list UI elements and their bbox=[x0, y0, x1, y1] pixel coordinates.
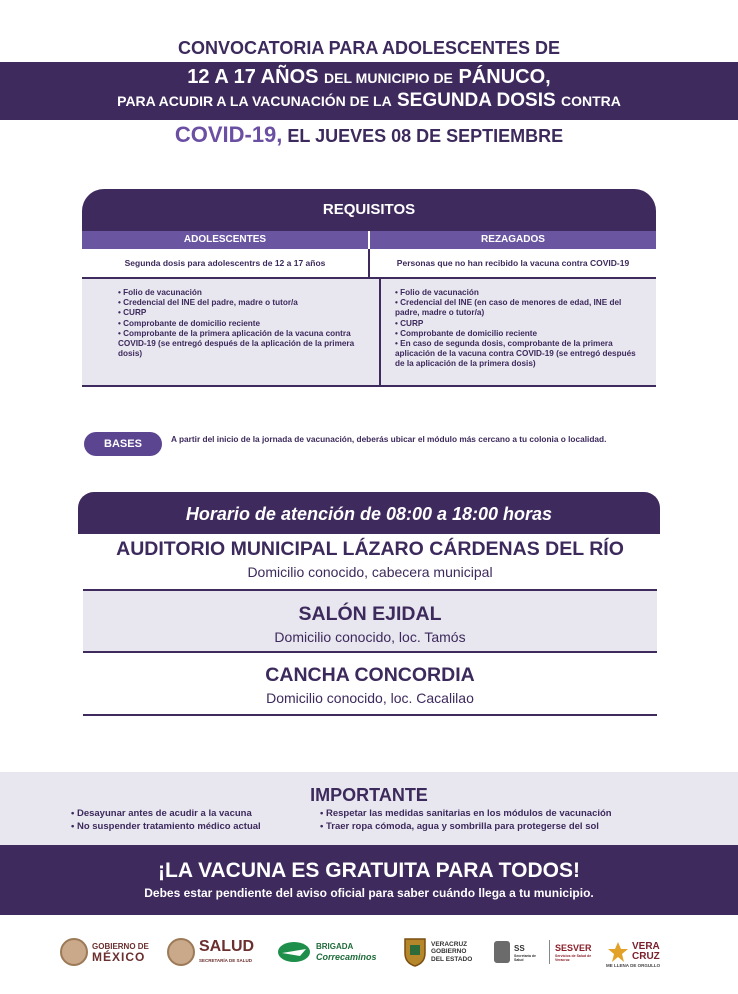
horario-title: Horario de atención de 08:00 a 18:00 horas bbox=[78, 492, 660, 534]
brigada-text bbox=[316, 941, 377, 963]
salud-sub: SECRETARÍA DE SALUD bbox=[199, 957, 253, 963]
ss-sub: Secretaría de Salud bbox=[514, 953, 536, 962]
event-date: EL JUEVES 08 DE SEPTIEMBRE bbox=[287, 126, 564, 146]
roadrunner-icon bbox=[276, 939, 312, 965]
gratuita-subtitle: Debes estar pendiente del aviso oficial para saber cuándo llega a tu municipio. bbox=[144, 886, 594, 900]
veracruz-star-icon bbox=[607, 941, 629, 963]
venue-name: SALÓN EJIDAL bbox=[298, 603, 442, 625]
vacunacion-label: PARA ACUDIR A LA VACUNACIÓN DE LA bbox=[117, 93, 392, 109]
venue-address: Domicilio conocido, cabecera municipal bbox=[247, 564, 493, 580]
importante-lists bbox=[0, 807, 738, 833]
veracruz-line1: VERACRUZ bbox=[431, 940, 468, 948]
brigada-line2: Correcaminos bbox=[316, 952, 377, 962]
list-item: • Traer ropa cómoda, agua y sombrilla para protegerse del sol bbox=[320, 820, 612, 833]
vera-line1: VERA bbox=[632, 941, 660, 952]
municipio-name: PÁNUCO, bbox=[458, 66, 551, 88]
venue-address: Domicilio conocido, loc. Tamós bbox=[274, 629, 466, 645]
eagle-emblem-icon bbox=[60, 938, 88, 966]
logo-veracruz-gobierno bbox=[403, 932, 472, 972]
list-adolescentes bbox=[82, 279, 381, 385]
list-item: • CURP bbox=[395, 318, 424, 328]
gobierno-line2: MÉXICO bbox=[92, 950, 146, 964]
vera-line2: CRUZ bbox=[632, 951, 660, 962]
veracruz-shield-icon bbox=[403, 937, 427, 967]
sesver-sub: Servicios de Salud de Veracruz bbox=[555, 953, 592, 962]
brigada-line1: BRIGADA bbox=[316, 942, 354, 951]
importante-left bbox=[71, 807, 320, 833]
vera-text bbox=[632, 942, 660, 962]
municipio-label: DEL MUNICIPIO DE bbox=[324, 70, 453, 86]
list-item: • No suspender tratamiento médico actual bbox=[71, 820, 320, 833]
logos-footer bbox=[0, 932, 738, 977]
veracruz-line2: GOBIERNO bbox=[431, 948, 467, 956]
requisitos-items-row bbox=[82, 279, 656, 387]
importante-section bbox=[0, 772, 738, 845]
venue-address: Domicilio conocido, loc. Cacalilao bbox=[266, 690, 474, 706]
bases-badge: BASES bbox=[84, 432, 162, 456]
sesver-text bbox=[555, 943, 597, 962]
list-item: • Desayunar antes de acudir a la vacuna bbox=[71, 807, 320, 820]
list-item: • Folio de vacunación bbox=[118, 288, 202, 297]
list-rezagados bbox=[381, 279, 656, 385]
gobierno-text bbox=[92, 941, 149, 963]
sesver-label: SESVER bbox=[555, 942, 592, 953]
logo-brigada bbox=[276, 932, 377, 972]
importante-title: IMPORTANTE bbox=[310, 785, 428, 805]
importante-right bbox=[320, 807, 612, 833]
covid-label: COVID-19, bbox=[174, 122, 283, 147]
venue-2 bbox=[83, 591, 657, 653]
bases-text: A partir del inicio de la jornada de vacunación, deberás ubicar el módulo más cercano a tu colonia o localidad. bbox=[171, 434, 607, 444]
vera-sub: ME LLENA DE ORGULLO bbox=[606, 963, 661, 968]
salud-label: SALUD bbox=[199, 937, 255, 955]
col-rezagados: REZAGADOS bbox=[481, 234, 545, 245]
segunda-dosis: SEGUNDA DOSIS bbox=[396, 90, 556, 111]
veracruz-line3: DEL ESTADO bbox=[431, 955, 473, 963]
list-item: • Credencial del INE del padre, madre o tutor/a bbox=[118, 298, 298, 308]
veracruz-text bbox=[431, 941, 472, 964]
gratuita-banner bbox=[0, 845, 738, 915]
venue-name: AUDITORIO MUNICIPAL LÁZARO CÁRDENAS DEL RÍO bbox=[116, 538, 624, 560]
requisitos-desc-row bbox=[82, 249, 656, 279]
requisitos-col-headers bbox=[82, 231, 656, 249]
divider bbox=[549, 940, 550, 964]
contra-label: CONTRA bbox=[560, 93, 621, 109]
list-item: • Comprobante de domicilio reciente bbox=[395, 328, 538, 338]
ss-label: SS bbox=[514, 943, 525, 953]
list-item: • CURP bbox=[118, 308, 147, 318]
header-line3 bbox=[0, 90, 738, 112]
list-item: • Folio de vacunación bbox=[395, 288, 479, 297]
gobierno-line1: GOBIERNO DE bbox=[92, 942, 149, 951]
list-item: • Respetar las medidas sanitarias en los módulos de vacunación bbox=[320, 807, 612, 820]
list-item: • Comprobante de la primera aplicación de la vacuna contra COVID-19 (se entregó después de la aplicación de la primera dosis) bbox=[118, 328, 355, 359]
list-item: • En caso de segunda dosis, comprobante de la primera aplicación de la vacuna contra COVID-19 (se entregó después de la aplicación de la primera dosis) bbox=[395, 339, 636, 369]
logo-gobierno-mexico bbox=[60, 932, 149, 972]
ss-emblem-icon bbox=[493, 940, 511, 964]
desc-adolescentes: Segunda dosis para adolescentrs de 12 a 17 años bbox=[82, 249, 370, 277]
desc-rezagados: Personas que no han recibido la vacuna contra COVID-19 bbox=[396, 258, 630, 268]
gratuita-title: ¡LA VACUNA ES GRATUITA PARA TODOS! bbox=[158, 859, 580, 882]
ss-text bbox=[514, 943, 544, 962]
list-item: • Credencial del INE (en caso de menores de edad, INE del padre, madre o tutor/a) bbox=[395, 298, 622, 318]
logo-salud bbox=[167, 932, 254, 972]
logo-ss-sesver bbox=[493, 932, 597, 972]
age-range: 12 A 17 AÑOS bbox=[187, 66, 319, 88]
list-item: • Comprobante de domicilio reciente bbox=[118, 318, 261, 328]
salud-text bbox=[199, 939, 254, 966]
col-adolescentes: ADOLESCENTES bbox=[82, 231, 370, 249]
requisitos-title: REQUISITOS bbox=[82, 189, 656, 231]
requisitos-table bbox=[82, 189, 656, 387]
venue-3 bbox=[83, 653, 657, 716]
venue-1 bbox=[83, 538, 657, 591]
header-line1: CONVOCATORIA PARA ADOLESCENTES DE bbox=[177, 38, 561, 58]
eagle-emblem-icon bbox=[167, 938, 195, 966]
venue-name: CANCHA CONCORDIA bbox=[265, 664, 475, 686]
header-line4 bbox=[0, 122, 738, 148]
header-line2 bbox=[0, 66, 738, 89]
header-band bbox=[0, 62, 738, 120]
